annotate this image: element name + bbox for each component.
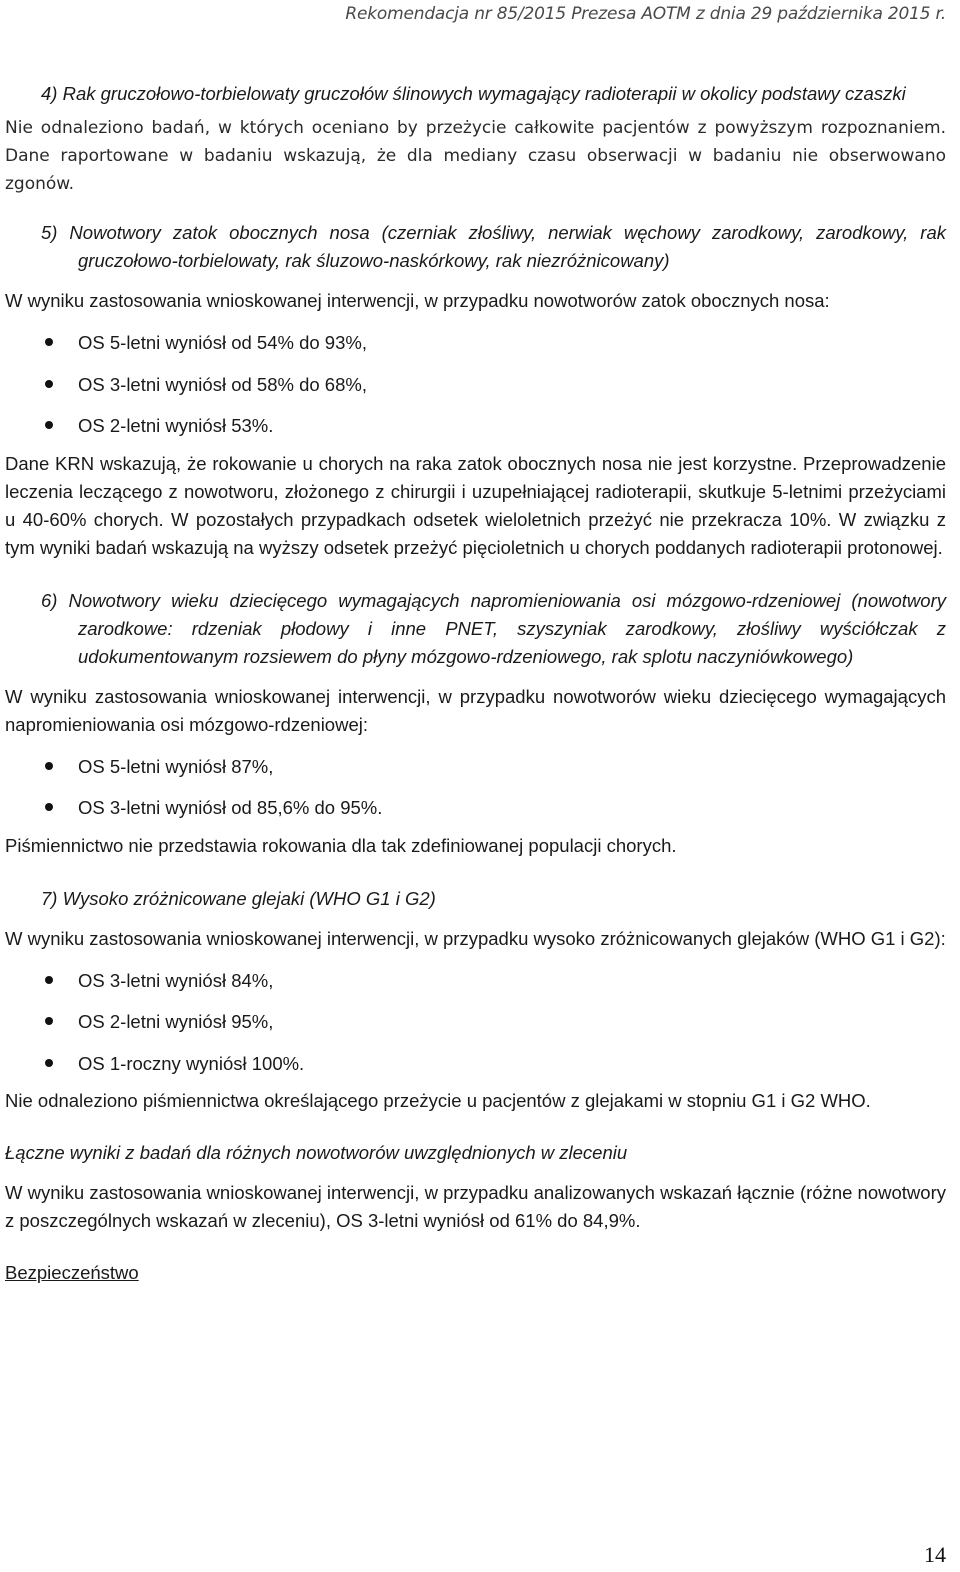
section-7-paragraph: Nie odnaleziono piśmiennictwa określającego przeżycie u pacjentów z glejakami w stopniu G1 i G2 WHO.: [5, 1090, 871, 1111]
list-item: [5, 364, 946, 406]
section-4-heading: 4) Rak gruczołowo-torbielowaty gruczołów ślinowych wymagający radioterapii w okolicy podstawy czaszki: [41, 83, 906, 104]
section-5-intro: W wyniku zastosowania wnioskowanej interwencji, w przypadku nowotworów zatok obocznych nosa:: [5, 290, 830, 311]
list-item-text: OS 5-letni wyniósł od 54% do 93%,: [78, 332, 367, 353]
section-5-paragraph: Dane KRN wskazują, że rokowanie u chorych na raka zatok obocznych nosa nie jest korzystne. Przeprowadzenie leczenia leczącego z nowotworu, złożonego z chirurgii i uzupełniającej radioterapii, skutkuje 5-letnimi przeżyciami u 40-60% chorych. W pozostałych przypadkach odsetek wieloletnich przeżyć nie przekracza 10%. W związku z tym wyniki badań wskazują na wyższy odsetek przeżyć pięcioletnich u chorych poddanych radioterapii protonowej.: [5, 452, 946, 558]
list-item: [5, 322, 946, 364]
section-7-heading: 7) Wysoko zróżnicowane glejaki (WHO G1 i G2): [41, 887, 436, 909]
page-number: 14: [924, 1542, 946, 1567]
list-item: [5, 746, 946, 788]
list-item: [5, 787, 946, 829]
list-item-text: OS 2-letni wyniósł 53%.: [78, 415, 274, 436]
section-6-bullet-list: [5, 746, 946, 829]
list-item: [5, 1043, 946, 1085]
bullet-icon: [45, 1017, 53, 1025]
list-item-text: OS 3-letni wyniósł od 58% do 68%,: [78, 373, 367, 395]
bullet-icon: [45, 380, 53, 388]
section-6-heading: 6) Nowotwory wieku dziecięcego wymagających napromieniowania osi mózgowo-rdzeniowej (nowotwory zarodkowe: rdzeniak płodowy i inne PNET, szyszyniak zarodkowy, złośliwy wyściółczak z udokumentowanym rozsiewem do płyny mózgowo-rdzeniowego, rak splotu naczyniówkowego): [41, 589, 946, 667]
safety-heading: [5, 1259, 946, 1287]
bullet-icon: [45, 762, 53, 770]
list-item-text: OS 3-letni wyniósł od 85,6% do 95%.: [78, 797, 383, 818]
section-7-intro: W wyniku zastosowania wnioskowanej interwencji, w przypadku wysoko zróżnicowanych glejaków (WHO G1 i G2):: [5, 927, 946, 949]
section-6-intro: W wyniku zastosowania wnioskowanej interwencji, w przypadku nowotworów wieku dziecięcego wymagających napromieniowania osi mózgowo-rdzeniowej:: [5, 685, 946, 735]
bullet-icon: [45, 338, 53, 346]
list-item-text: OS 5-letni wyniósł 87%,: [78, 755, 274, 777]
page-content: [5, 80, 946, 1287]
combined-results-heading: Łączne wyniki z badań dla różnych nowotworów uwzględnionych w zleceniu: [5, 1142, 628, 1163]
bullet-icon: [45, 1059, 53, 1067]
page-header: Rekomendacja nr 85/2015 Prezesa AOTM z dnia 29 października 2015 r.: [345, 4, 946, 24]
section-7-bullet-list: [5, 960, 946, 1085]
section-6-paragraph: Piśmiennictwo nie przedstawia rokowania dla tak zdefiniowanej populacji chorych.: [5, 834, 677, 856]
bullet-icon: [45, 803, 53, 811]
list-item-text: OS 1-roczny wyniósł 100%.: [78, 1052, 305, 1074]
section-4-paragraph: Nie odnaleziono badań, w których oceniano by przeżycie całkowite pacjentów z powyższym rozpoznaniem. Dane raportowane w badaniu wskazują, że dla mediany czasu obserwacji w badaniu nie obserwowano zgonów.: [5, 118, 946, 194]
list-item-text: OS 3-letni wyniósł 84%,: [78, 969, 274, 991]
combined-results-paragraph: W wyniku zastosowania wnioskowanej interwencji, w przypadku analizowanych wskazań łącznie (różne nowotwory z poszczególnych wskazań w zleceniu), OS 3-letni wyniósł od 61% do 84,9%.: [5, 1182, 946, 1231]
list-item: [5, 1001, 946, 1043]
bullet-icon: [45, 976, 53, 984]
list-item: [5, 960, 946, 1002]
section-5-heading: 5) Nowotwory zatok obocznych nosa (czerniak złośliwy, nerwiak węchowy zarodkowy, zarodkowy, rak gruczołowo-torbielowaty, rak śluzowo-naskórkowy, rak niezróżnicowany): [41, 222, 946, 271]
section-5-bullet-list: [5, 322, 946, 447]
bullet-icon: [45, 421, 53, 429]
safety-link[interactable]: Bezpieczeństwo: [5, 1262, 139, 1283]
list-item: [5, 405, 946, 447]
list-item-text: OS 2-letni wyniósł 95%,: [78, 1011, 274, 1032]
